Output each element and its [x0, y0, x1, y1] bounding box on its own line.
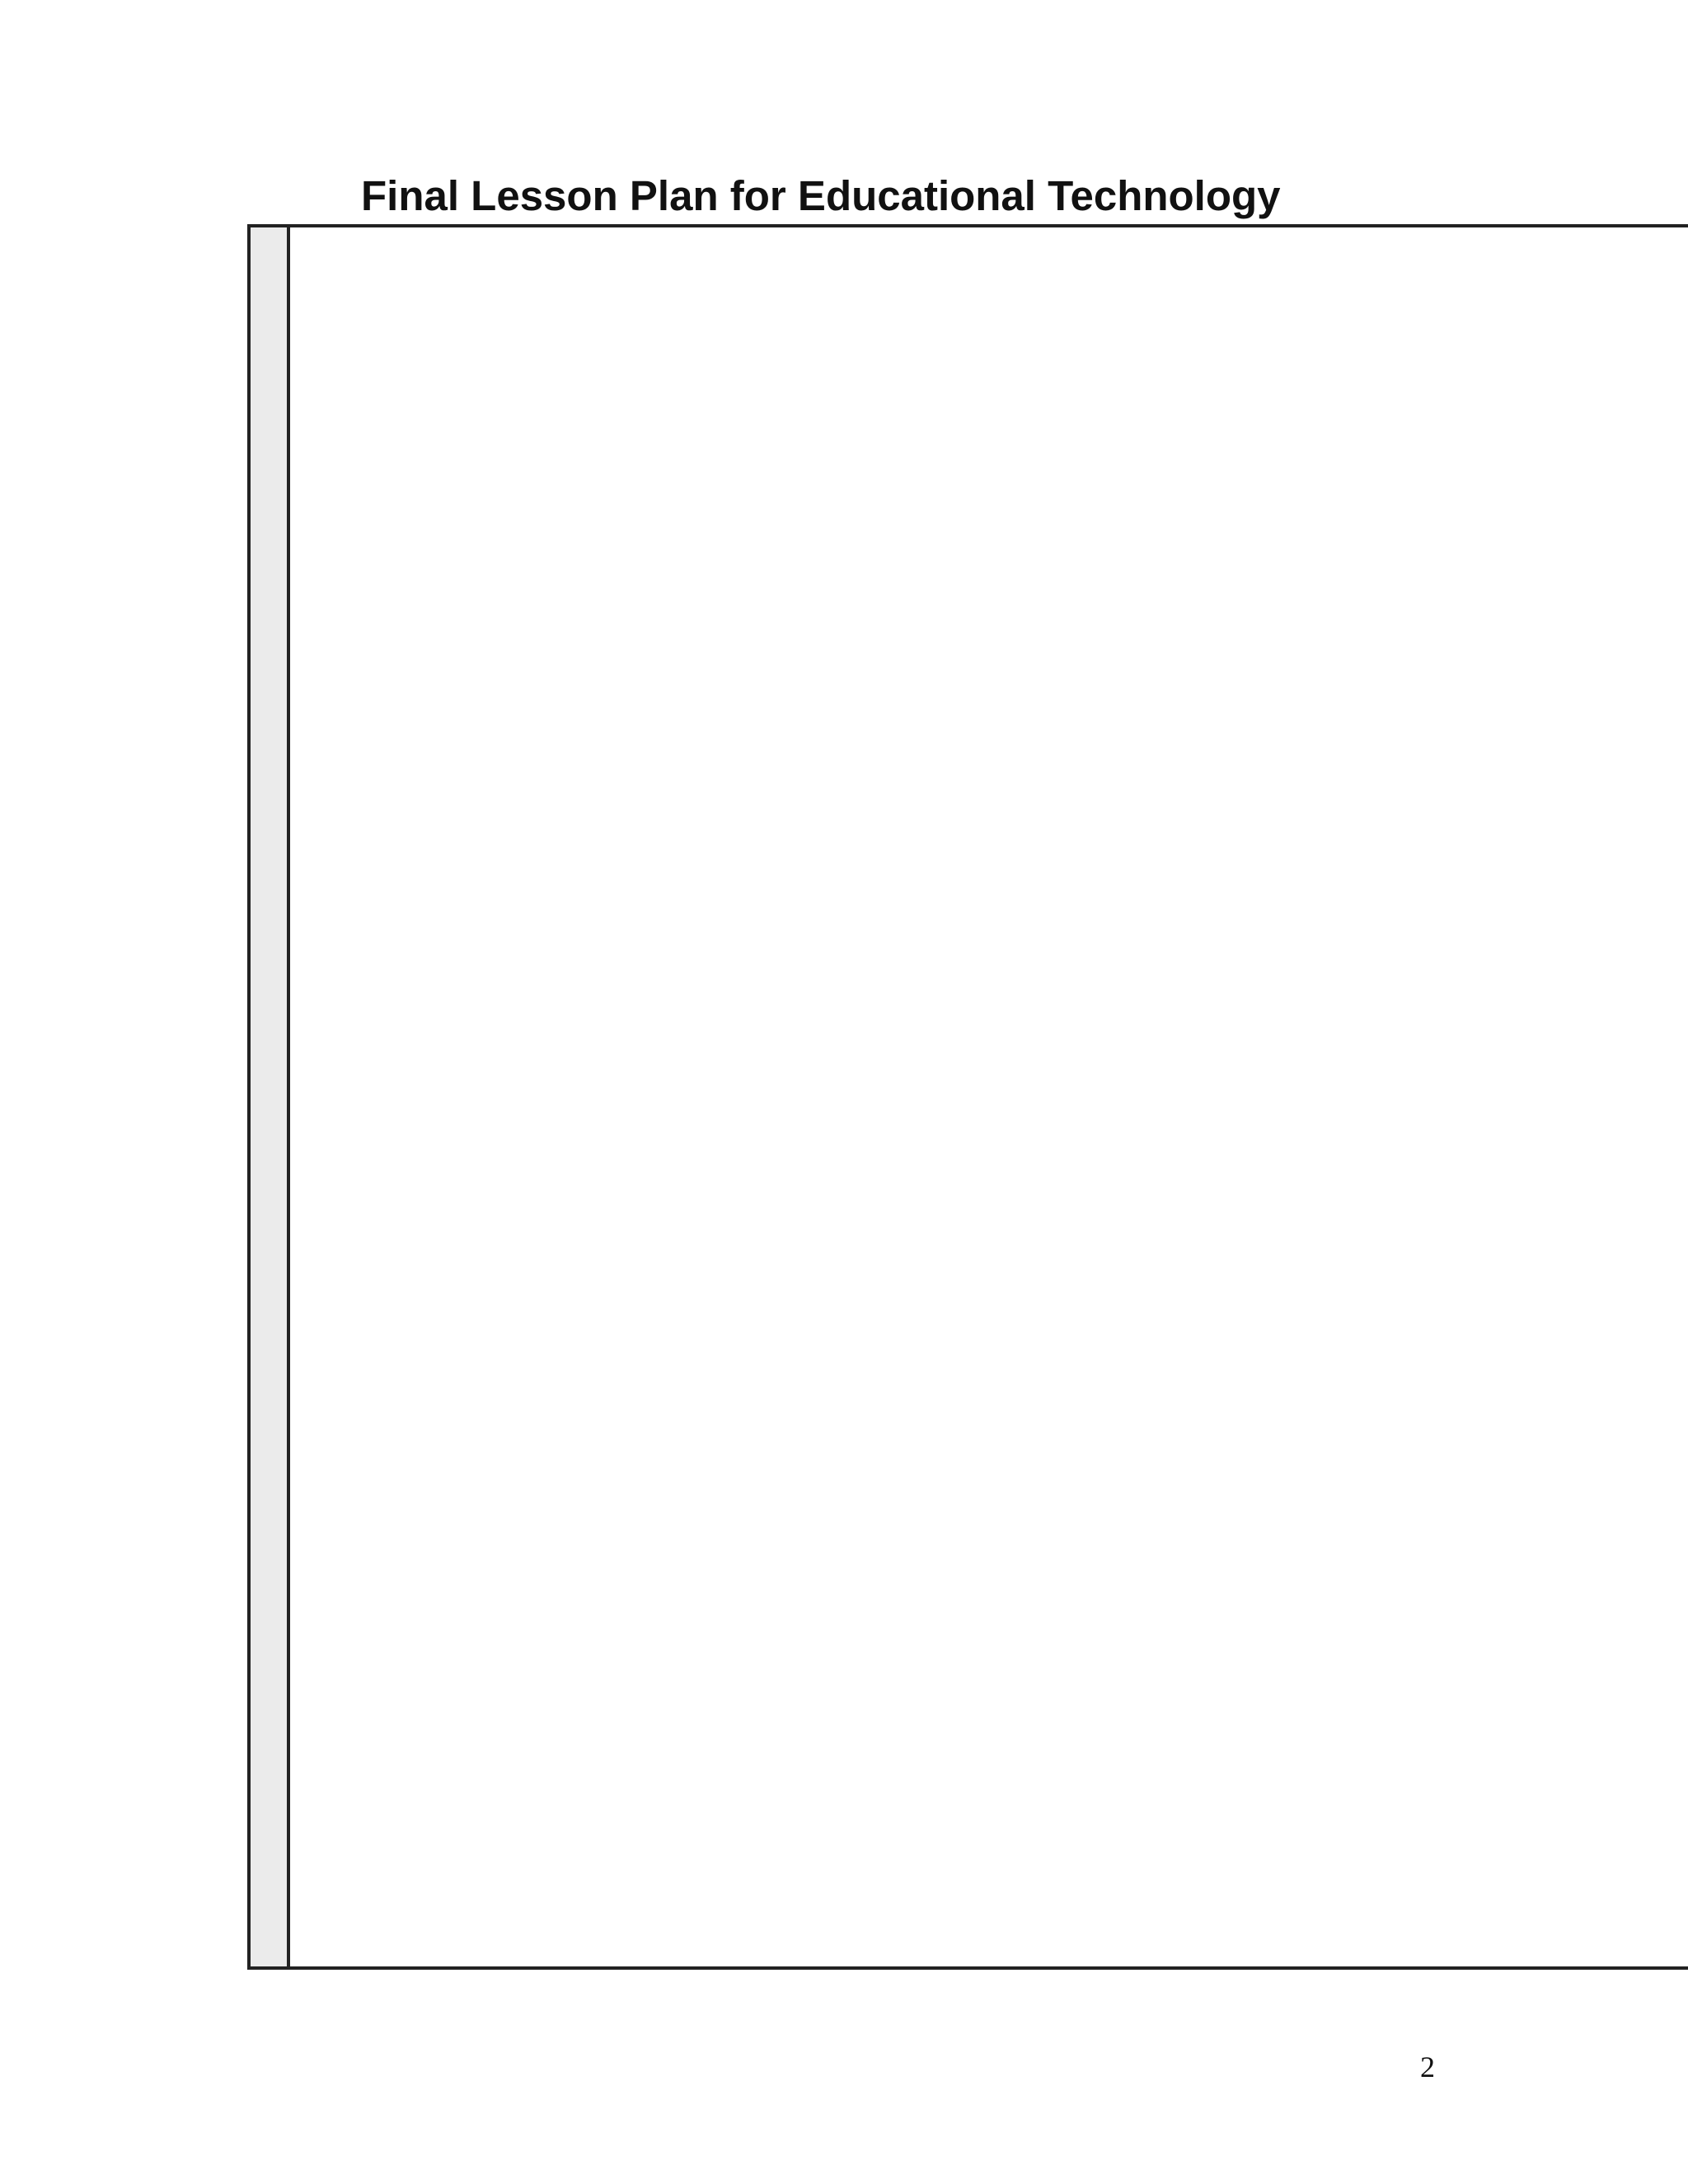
page-number: 2 [1420, 2050, 1435, 2083]
document-title: Final Lesson Plan for Educational Technology [361, 172, 1281, 219]
table-margin-column [251, 227, 290, 1966]
lesson-table [247, 224, 1688, 1970]
